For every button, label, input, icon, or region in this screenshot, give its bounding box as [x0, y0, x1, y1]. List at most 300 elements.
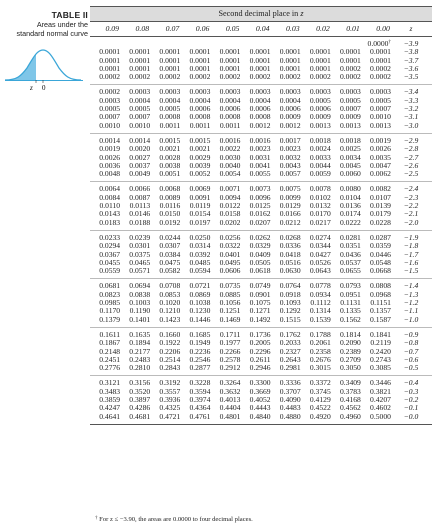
table-cell: 0.1190: [129, 306, 151, 316]
z-value: −0.0: [403, 411, 419, 421]
table-cell: 0.1492: [249, 314, 271, 324]
table-header-title: Second decimal place in z: [90, 6, 432, 22]
z-value: −3.6: [403, 63, 419, 73]
table-cell: 0.1075: [249, 298, 271, 308]
footnote: † For z ≤ −3.90, the areas are 0.0000 to four decimal places.: [95, 516, 253, 523]
table-cell: 0.0301: [129, 241, 151, 251]
table-row: [90, 413, 432, 421]
table-subtitle-line2: standard normal curve: [16, 29, 88, 38]
table-cell: 0.0007: [370, 104, 391, 114]
table-cell: 0.3936: [159, 394, 181, 404]
table-cell: 0.0015: [159, 135, 181, 145]
table-cell: 0.0064: [99, 184, 121, 194]
table-cell: 0.0013: [370, 120, 391, 130]
table-cell: 0.0268: [279, 232, 301, 242]
table-cell: 0.0019: [99, 144, 121, 154]
table-cell: 0.0446: [370, 249, 391, 259]
table-cell: 0.3446: [370, 378, 391, 388]
table-cell: 0.0004: [189, 95, 211, 105]
table-cell: 0.0009: [279, 112, 301, 122]
table-cell: 0.0495: [219, 257, 241, 267]
table-body: [90, 37, 432, 425]
table-cell: 0.1977: [219, 338, 241, 348]
table-cell: 0.0475: [159, 257, 181, 267]
table-cell: 0.0000†: [367, 39, 391, 48]
table-cell: 0.0006: [309, 104, 331, 114]
z-value: −2.0: [403, 217, 419, 227]
table-cell: 0.0001: [189, 63, 211, 73]
table-cell: 0.0985: [99, 298, 121, 308]
table-cell: 0.1736: [249, 329, 271, 339]
table-cell: 0.0139: [370, 201, 391, 211]
table-cell: 0.1949: [189, 338, 211, 348]
table-cell: 0.4681: [129, 411, 151, 421]
table-cell: 0.4052: [249, 394, 271, 404]
table-cell: 0.0096: [249, 192, 271, 202]
table-cell: 0.4364: [189, 403, 211, 413]
table-cell: 0.0010: [99, 120, 121, 130]
table-cell: 0.0207: [249, 217, 271, 227]
table-cell: 0.2810: [129, 363, 151, 373]
table-cell: 0.0060: [339, 169, 361, 179]
table-cell: 0.0021: [159, 144, 181, 154]
table-cell: 0.0559: [99, 266, 121, 276]
table-cell: 0.3859: [99, 394, 121, 404]
table-cell: 0.0001: [159, 47, 181, 57]
table-cell: 0.0002: [249, 72, 271, 82]
table-cell: 0.0023: [279, 144, 301, 154]
table-cell: 0.1894: [129, 338, 151, 348]
table-cell: 0.0012: [279, 120, 301, 130]
table-cell: 0.4325: [159, 403, 181, 413]
table-cell: 0.2090: [339, 338, 361, 348]
table-cell: 0.0643: [309, 266, 331, 276]
normal-table: [90, 6, 432, 425]
table-cell: 0.0630: [279, 266, 301, 276]
row-group: [90, 231, 432, 279]
table-cell: 0.0375: [129, 249, 151, 259]
table-row: [90, 122, 432, 130]
table-cell: 0.2061: [309, 338, 331, 348]
table-cell: 0.0099: [279, 192, 301, 202]
table-cell: 0.0005: [309, 95, 331, 105]
table-cell: 0.0055: [249, 169, 271, 179]
table-cell: 0.0005: [339, 95, 361, 105]
table-cell: 0.0028: [159, 152, 181, 162]
z-value: −3.5: [403, 72, 419, 82]
table-cell: 0.0222: [339, 217, 361, 227]
z-value: −2.1: [403, 209, 419, 219]
table-cell: 0.0062: [370, 169, 391, 179]
table-cell: 0.0918: [279, 289, 301, 299]
table-cell: 0.3745: [309, 386, 331, 396]
table-cell: 0.3300: [249, 378, 271, 388]
table-cell: 0.0041: [249, 160, 271, 170]
table-cell: 0.0073: [249, 184, 271, 194]
table-cell: 0.4880: [279, 411, 301, 421]
axis-z-label: z: [30, 84, 33, 92]
table-cell: 0.0174: [339, 209, 361, 219]
table-cell: 0.0003: [370, 87, 391, 97]
table-cell: 0.0749: [249, 281, 271, 291]
table-cell: 0.4129: [309, 394, 331, 404]
table-cell: 0.1562: [339, 314, 361, 324]
table-cell: 0.4168: [339, 394, 361, 404]
table-cell: 0.0007: [129, 112, 151, 122]
table-cell: 0.0018: [339, 135, 361, 145]
table-cell: 0.0001: [249, 47, 271, 57]
z-value: −3.2: [403, 104, 419, 114]
table-cell: 0.0001: [189, 55, 211, 65]
z-value: −3.1: [403, 112, 419, 122]
table-cell: 0.4761: [189, 411, 211, 421]
z-value: −1.6: [403, 257, 419, 267]
table-cell: 0.0136: [339, 201, 361, 211]
table-cell: 0.2578: [219, 354, 241, 364]
table-cell: 0.0016: [219, 135, 241, 145]
table-cell: 0.0006: [219, 104, 241, 114]
table-cell: 0.0009: [309, 112, 331, 122]
table-cell: 0.0594: [189, 266, 211, 276]
table-cell: 0.0018: [309, 135, 331, 145]
table-cell: 0.0024: [309, 144, 331, 154]
table-cell: 0.0011: [189, 120, 211, 130]
table-cell: 0.0002: [339, 63, 361, 73]
table-cell: 0.1711: [219, 329, 241, 339]
table-cell: 0.0681: [99, 281, 121, 291]
table-cell: 0.0001: [129, 47, 151, 57]
table-cell: 0.0044: [309, 160, 331, 170]
table-cell: 0.3372: [309, 378, 331, 388]
table-cell: 0.0059: [309, 169, 331, 179]
z-value: −1.5: [403, 266, 419, 276]
table-cell: 0.4090: [279, 394, 301, 404]
table-cell: 0.0033: [309, 152, 331, 162]
table-cell: 0.0091: [189, 192, 211, 202]
table-cell: 0.0005: [129, 104, 151, 114]
table-subtitle-line1: Areas under the: [36, 20, 88, 29]
table-cell: 0.0009: [339, 112, 361, 122]
table-cell: 0.3821: [370, 386, 391, 396]
table-cell: 0.0001: [189, 47, 211, 57]
table-cell: 0.0075: [279, 184, 301, 194]
table-cell: 0.4247: [99, 403, 121, 413]
table-cell: 0.0764: [279, 281, 301, 291]
table-cell: 0.2148: [99, 346, 121, 356]
table-cell: 0.0655: [339, 266, 361, 276]
table-cell: 0.0003: [219, 87, 241, 97]
table-cell: 0.1093: [279, 298, 301, 308]
table-cell: 0.0007: [99, 112, 121, 122]
table-cell: 0.2451: [99, 354, 121, 364]
table-cell: 0.0001: [279, 55, 301, 65]
table-cell: 0.2912: [219, 363, 241, 373]
table-cell: 0.0418: [279, 249, 301, 259]
table-cell: 0.4960: [339, 411, 361, 421]
z-value: −0.8: [403, 338, 419, 348]
z-value: −2.6: [403, 160, 419, 170]
table-cell: 0.4443: [249, 403, 271, 413]
table-cell: 0.0003: [99, 95, 121, 105]
bell-curve-line: [5, 50, 81, 80]
table-cell: 0.0001: [279, 63, 301, 73]
table-cell: 0.2005: [249, 338, 271, 348]
table-cell: 0.0162: [249, 209, 271, 219]
table-cell: 0.2236: [189, 346, 211, 356]
table-cell: 0.0002: [309, 72, 331, 82]
table-cell: 0.0043: [279, 160, 301, 170]
normal-curve-diagram: [3, 40, 85, 92]
table-cell: 0.0031: [249, 152, 271, 162]
z-value: −3.3: [403, 95, 419, 105]
table-cell: 0.0017: [279, 135, 301, 145]
table-cell: 0.0314: [189, 241, 211, 251]
table-cell: 0.0537: [339, 257, 361, 267]
table-cell: 0.0003: [309, 87, 331, 97]
table-cell: 0.2643: [279, 354, 301, 364]
table-cell: 0.1539: [309, 314, 331, 324]
table-cell: 0.0001: [129, 55, 151, 65]
table-cell: 0.0001: [309, 55, 331, 65]
table-cell: 0.0026: [370, 144, 391, 154]
table-cell: 0.0694: [129, 281, 151, 291]
table-cell: 0.1814: [339, 329, 361, 339]
table-cell: 0.2266: [219, 346, 241, 356]
table-cell: 0.4522: [309, 403, 331, 413]
table-cell: 0.0001: [129, 63, 151, 73]
table-cell: 0.0057: [279, 169, 301, 179]
table-cell: 0.1611: [99, 329, 121, 339]
table-cell: 0.0011: [159, 120, 181, 130]
axis-zero-label: 0: [42, 84, 46, 92]
table-cell: 0.0250: [189, 232, 211, 242]
table-cell: 0.0217: [309, 217, 331, 227]
table-cell: 0.0001: [309, 47, 331, 57]
z-value: −1.1: [403, 306, 419, 316]
table-cell: 0.4562: [339, 403, 361, 413]
column-header: 0.03: [286, 24, 300, 33]
table-cell: 0.0351: [339, 241, 361, 251]
table-cell: 0.4404: [219, 403, 241, 413]
table-cell: 0.0003: [189, 87, 211, 97]
table-cell: 0.2483: [129, 354, 151, 364]
table-title: TABLE II: [51, 10, 88, 20]
table-cell: 0.5000: [370, 411, 391, 421]
table-cell: 0.0119: [189, 201, 211, 211]
column-header: 0.02: [316, 24, 330, 33]
table-cell: 0.4207: [370, 394, 391, 404]
table-cell: 0.0158: [219, 209, 241, 219]
table-cell: 0.1112: [310, 298, 331, 308]
row-group: [90, 328, 432, 376]
table-cell: 0.0005: [370, 95, 391, 105]
table-cell: 0.0188: [129, 217, 151, 227]
table-cell: 0.0001: [249, 63, 271, 73]
table-cell: 0.4840: [249, 411, 271, 421]
table-cell: 0.1685: [189, 329, 211, 339]
table-cell: 0.3050: [339, 363, 361, 373]
table-cell: 0.0307: [159, 241, 181, 251]
table-cell: 0.1762: [279, 329, 301, 339]
table-cell: 0.3085: [370, 363, 391, 373]
column-header: 0.05: [225, 24, 240, 33]
table-cell: 0.4920: [309, 411, 331, 421]
z-value: −1.8: [403, 241, 419, 251]
table-cell: 0.2514: [159, 354, 181, 364]
table-cell: 0.0034: [339, 152, 361, 162]
table-cell: 0.0823: [99, 289, 121, 299]
z-value: −0.7: [403, 346, 419, 356]
table-cell: 0.0037: [129, 160, 151, 170]
table-cell: 0.0084: [99, 192, 121, 202]
table-cell: 0.1210: [159, 306, 181, 316]
table-cell: 0.0001: [99, 47, 121, 57]
table-cell: 0.0087: [129, 192, 151, 202]
table-cell: 0.0015: [189, 135, 211, 145]
table-cell: 0.0001: [159, 55, 181, 65]
table-cell: 0.0571: [129, 266, 151, 276]
table-cell: 0.0048: [99, 169, 121, 179]
table-cell: 0.0002: [99, 72, 121, 82]
table-cell: 0.0089: [159, 192, 181, 202]
table-row: [90, 73, 432, 81]
table-cell: 0.1151: [370, 298, 391, 308]
table-cell: 0.0183: [99, 217, 121, 227]
table-cell: 0.0668: [370, 266, 391, 276]
table-cell: 0.0808: [370, 281, 391, 291]
table-cell: 0.0548: [370, 257, 391, 267]
table-cell: 0.0068: [159, 184, 181, 194]
table-cell: 0.0129: [279, 201, 301, 211]
row-group: [90, 37, 432, 85]
table-cell: 0.0002: [129, 72, 151, 82]
z-value: −2.8: [403, 144, 419, 154]
table-cell: 0.1292: [279, 306, 301, 316]
z-value: −1.3: [403, 289, 419, 299]
table-cell: 0.0001: [339, 55, 361, 65]
table-cell: 0.0150: [159, 209, 181, 219]
table-cell: 0.1131: [340, 298, 361, 308]
table-cell: 0.2776: [99, 363, 121, 373]
table-cell: 0.0001: [219, 55, 241, 65]
table-cell: 0.0244: [159, 232, 181, 242]
table-row: [90, 316, 432, 324]
table-cell: 0.0021: [189, 144, 211, 154]
table-cell: 0.0003: [279, 87, 301, 97]
table-cell: 0.0008: [249, 112, 271, 122]
z-value: −2.2: [403, 201, 419, 211]
z-value: −1.4: [403, 281, 419, 291]
table-cell: 0.0023: [249, 144, 271, 154]
table-cell: 0.0122: [219, 201, 241, 211]
table-cell: 0.0838: [129, 289, 151, 299]
column-header: 0.08: [135, 24, 150, 33]
table-cell: 0.2981: [279, 363, 301, 373]
table-cell: 0.0256: [219, 232, 241, 242]
table-cell: 0.0002: [99, 87, 121, 97]
table-cell: 0.0526: [309, 257, 331, 267]
table-cell: 0.0001: [370, 55, 391, 65]
table-cell: 0.2206: [159, 346, 181, 356]
table-cell: 0.0025: [339, 144, 361, 154]
table-cell: 0.0125: [249, 201, 271, 211]
table-cell: 0.0329: [249, 241, 271, 251]
table-cell: 0.0002: [370, 63, 391, 73]
table-cell: 0.1020: [159, 298, 181, 308]
table-cell: 0.2877: [189, 363, 211, 373]
table-cell: 0.3228: [189, 378, 211, 388]
table-cell: 0.0051: [159, 169, 181, 179]
table-cell: 0.1423: [159, 314, 181, 324]
table-row: [90, 364, 432, 372]
z-value: −2.9: [403, 135, 419, 145]
table-cell: 0.0294: [99, 241, 121, 251]
z-value: −2.3: [403, 192, 419, 202]
table-cell: 0.0146: [129, 209, 151, 219]
table-cell: 0.0005: [159, 104, 181, 114]
table-cell: 0.0004: [159, 95, 181, 105]
table-cell: 0.0002: [189, 72, 211, 82]
table-cell: 0.0113: [129, 201, 151, 211]
table-cell: 0.0071: [219, 184, 241, 194]
table-cell: 0.2119: [370, 338, 391, 348]
z-value: −1.7: [403, 249, 419, 259]
table-cell: 0.1251: [219, 306, 241, 316]
table-cell: 0.0022: [219, 144, 241, 154]
table-cell: 0.1401: [129, 314, 151, 324]
table-cell: 0.0047: [370, 160, 391, 170]
z-value: −3.4: [403, 87, 419, 97]
table-caption: [0, 10, 88, 38]
table-cell: 0.0029: [189, 152, 211, 162]
table-cell: 0.0606: [219, 266, 241, 276]
table-cell: 0.0002: [219, 72, 241, 82]
table-cell: 0.0003: [249, 87, 271, 97]
table-cell: 0.0143: [99, 209, 121, 219]
table-cell: 0.0039: [189, 160, 211, 170]
table-cell: 0.0951: [339, 289, 361, 299]
table-cell: 0.0170: [309, 209, 331, 219]
table-cell: 0.0013: [339, 120, 361, 130]
table-row: [90, 219, 432, 227]
table-cell: 0.0735: [219, 281, 241, 291]
table-cell: 0.2676: [309, 354, 331, 364]
table-cell: 0.0003: [339, 87, 361, 97]
table-cell: 0.1230: [189, 306, 211, 316]
z-value: −1.2: [403, 298, 419, 308]
table-cell: 0.2843: [159, 363, 181, 373]
table-cell: 0.0336: [279, 241, 301, 251]
table-cell: 0.0968: [370, 289, 391, 299]
table-cell: 0.1335: [339, 306, 361, 316]
table-cell: 0.0049: [129, 169, 151, 179]
table-cell: 0.0094: [219, 192, 241, 202]
table-cell: 0.3594: [189, 386, 211, 396]
table-cell: 0.0262: [249, 232, 271, 242]
table-cell: 0.0384: [159, 249, 181, 259]
table-cell: 0.0274: [309, 232, 331, 242]
table-cell: 0.0281: [339, 232, 361, 242]
z-value: −0.5: [403, 363, 419, 373]
table-cell: 0.0027: [129, 152, 151, 162]
table-cell: 0.0035: [370, 152, 391, 162]
table-cell: 0.0004: [129, 95, 151, 105]
table-cell: 0.0708: [159, 281, 181, 291]
table-cell: 0.0001: [219, 63, 241, 73]
table-cell: 0.0010: [129, 120, 151, 130]
table-cell: 0.2358: [309, 346, 331, 356]
table-cell: 0.0485: [189, 257, 211, 267]
